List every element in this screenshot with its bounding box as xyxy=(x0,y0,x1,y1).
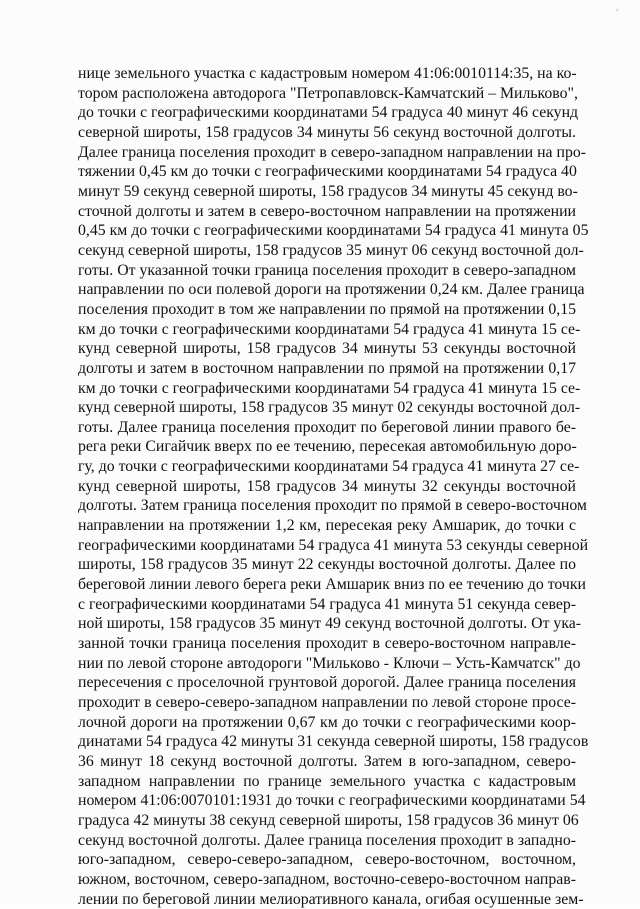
text-line: лочной дороги на протяжении 0,67 км до точки с географическими коор- xyxy=(78,713,576,731)
text-line: Далее граница поселения проходит в северо-западном направлении на про- xyxy=(78,143,587,161)
text-line: проходит в северо-северо-западном направлении по левой стороне просе- xyxy=(78,694,576,711)
text-line: береговой линии левого берега реки Амшарик вниз по ее течению до точки xyxy=(78,576,586,594)
text-line: нии по левой стороне автодороги "Мильково - Ключи – Усть-Камчатск" до xyxy=(78,654,581,672)
body-text xyxy=(78,64,589,909)
text-line: направлении на протяжении 1,2 км, пересекая реку Амшарик, до точки с xyxy=(78,517,576,535)
text-line: лении по береговой линии мелиоративного канала, огибая осушенные зем- xyxy=(78,890,584,908)
text-line: км до точки с географическими координатами 54 градуса 41 минута 15 се- xyxy=(78,320,581,338)
text-line: секунд северной широты, 158 градусов 35 минут 06 секунд восточной дол- xyxy=(78,241,584,259)
text-line: ной широты, 158 градусов 35 минут 49 секунд восточной долготы. От ука- xyxy=(78,615,582,633)
text-line: 36 минут 18 секунд восточной долготы. Затем в юго-западном, северо- xyxy=(78,752,576,770)
text-line: секунд восточной долготы. Далее граница поселения проходит в западно- xyxy=(78,831,576,849)
text-line: широты, 158 градусов 35 минут 22 секунды восточной долготы. Далее по xyxy=(78,556,576,574)
text-line: кунд северной широты, 158 градусов 34 минуты 32 секунды восточной xyxy=(78,477,576,495)
text-line: долготы и затем в восточном направлении по прямой на протяжении 0,17 xyxy=(78,359,576,377)
text-line: номером 41:06:0070101:1931 до точки с географическими координатами 54 xyxy=(78,792,586,810)
text-line: занной точки граница поселения проходит в северо-восточном направле- xyxy=(78,635,576,653)
text-line: рега реки Сигайчик вверх по ее течению, пересекая автомобильную доро- xyxy=(78,438,577,456)
text-line: северной широты, 158 градусов 34 минуты 56 секунд восточной долготы. xyxy=(78,123,576,141)
text-line: юго-западном, северо-северо-западном, северо-восточном, восточном, xyxy=(78,851,576,869)
text-line: южном, восточном, северо-западном, восточно-северо-восточном направ- xyxy=(78,870,576,888)
text-line: градуса 42 минуты 38 секунд северной широты, 158 градусов 36 минут 06 xyxy=(78,811,579,829)
text-line: географическими координатами 54 градуса 41 минута 53 секунды северной xyxy=(78,536,589,554)
corner-mark: ' xyxy=(616,8,618,19)
text-line: кунд северной широты, 158 градусов 35 минут 02 секунды восточной дол- xyxy=(78,399,581,417)
text-line: 0,45 км до точки с географическими координатами 54 градуса 41 минута 05 xyxy=(78,222,589,240)
text-line: тором расположена автодорога "Петропавловск-Камчатский – Мильково", xyxy=(78,84,578,102)
text-line: готы. От указанной точки граница поселения проходит в северо-западном xyxy=(78,261,576,279)
text-line: готы. Далее граница поселения проходит по береговой линии правого бе- xyxy=(78,418,576,436)
text-line: кунд северной широты, 158 градусов 34 минуты 53 секунды восточной xyxy=(78,340,576,358)
text-line: пересечения с проселочной грунтовой дорогой. Далее граница поселения xyxy=(78,674,576,692)
text-line: до точки с географическими координатами 54 градуса 40 минут 46 секунд xyxy=(78,104,579,122)
text-line: тяжении 0,45 км до точки с географическими координатами 54 градуса 40 xyxy=(78,163,577,181)
text-line: динатами 54 градуса 42 минуты 31 секунда северной широты, 158 градусов xyxy=(78,733,589,751)
text-line: км до точки с географическими координатами 54 градуса 41 минута 15 се- xyxy=(78,379,581,397)
text-line: нице земельного участка с кадастровым номером 41:06:0010114:35, на ко- xyxy=(78,65,577,82)
text-line: западном направлении по границе земельного участка с кадастровым xyxy=(78,772,576,790)
text-line: гу, до точки с географическими координатами 54 градуса 41 минута 27 се- xyxy=(78,458,580,476)
text-line: направлении по оси полевой дороги на протяжении 0,24 км. Далее граница xyxy=(78,281,585,299)
text-line: поселения проходит в том же направлении по прямой на протяжении 0,15 xyxy=(78,300,576,318)
text-line: с географическими координатами 54 градуса 41 минута 51 секунда север- xyxy=(78,595,576,613)
text-line: долготы. Затем граница поселения проходит по прямой в северо-восточном xyxy=(78,497,587,515)
text-line: минут 59 секунд северной широты, 158 градусов 34 минуты 45 секунд во- xyxy=(78,182,578,200)
text-line: сточной долготы и затем в северо-восточном направлении на протяжении xyxy=(78,202,576,220)
